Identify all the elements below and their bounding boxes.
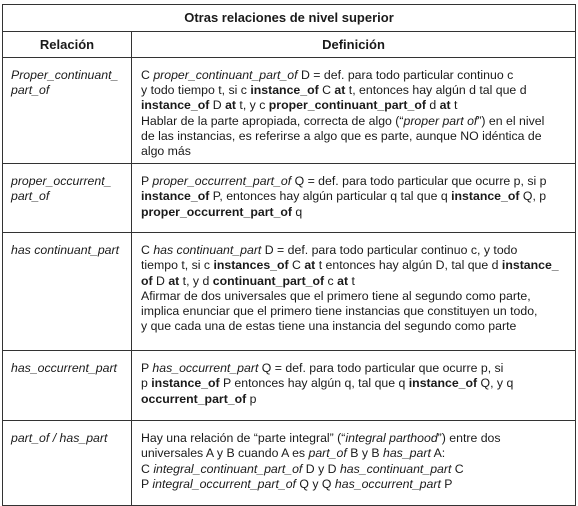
definition-cell bbox=[132, 58, 576, 164]
bold-term: continuant_part_of bbox=[212, 273, 325, 288]
relation-cell bbox=[3, 58, 132, 164]
bold-term: instance_of bbox=[451, 189, 520, 204]
italic-term: has_continuant_part bbox=[339, 461, 452, 476]
table-row bbox=[3, 351, 576, 421]
italic-term: proper_occurrent_part_of bbox=[152, 174, 292, 189]
definition-text: A: bbox=[430, 446, 446, 461]
definition-text: D bbox=[209, 98, 226, 113]
definition-text: y que cada una de estas tiene una instancia del segundo como parte bbox=[141, 319, 517, 334]
table-title-row bbox=[3, 5, 576, 32]
definition-line bbox=[141, 376, 569, 391]
definition-text: C bbox=[141, 243, 154, 258]
bold-term: of bbox=[141, 273, 153, 288]
definition-text: t bbox=[450, 98, 458, 113]
definition-text: q bbox=[292, 204, 303, 219]
italic-term: has_part bbox=[383, 446, 431, 461]
definition-line bbox=[141, 205, 569, 220]
definition-text: C bbox=[288, 258, 305, 273]
definition-text: t, y c bbox=[236, 98, 269, 113]
bold-term: occurrent_part_of bbox=[141, 391, 247, 406]
definition-text: P bbox=[440, 476, 453, 491]
definition-text: d bbox=[425, 98, 440, 113]
bold-term: instance_of bbox=[151, 376, 220, 391]
italic-term: integral_continuant_part_of bbox=[153, 461, 303, 476]
definition-text: ”) entre dos bbox=[437, 431, 501, 446]
definition-text: P bbox=[141, 476, 153, 491]
definition-text: Q, p bbox=[519, 189, 547, 204]
italic-term: part_of bbox=[308, 446, 347, 461]
definition-cell bbox=[132, 351, 576, 421]
table-row bbox=[3, 233, 576, 351]
definition-text: Q, y q bbox=[477, 376, 514, 391]
definition-text: C bbox=[318, 83, 335, 98]
column-header-relation: Relación bbox=[3, 32, 132, 58]
italic-term: integral_occurrent_part_of bbox=[152, 476, 296, 491]
relation-cell bbox=[3, 233, 132, 351]
definition-line bbox=[141, 477, 569, 492]
relations-table bbox=[2, 4, 576, 506]
definition-text: de las instancias, es referirse a algo que es parte, aunque NO idéntica de bbox=[141, 128, 542, 143]
italic-term: proper_continuant_part_of bbox=[153, 68, 298, 82]
definition-text: Q = def. para todo particular que ocurre p, si bbox=[258, 361, 504, 376]
definition-line bbox=[141, 144, 569, 159]
definition-text: algo más bbox=[141, 144, 191, 159]
definition-text: P bbox=[141, 174, 153, 189]
bold-term: proper_occurrent_part_of bbox=[141, 204, 293, 219]
definition-text: D = def. para todo particular continuo c bbox=[297, 68, 514, 82]
definition-cell bbox=[132, 421, 576, 506]
definition-text: p bbox=[141, 376, 152, 391]
relation-label: part_of bbox=[11, 83, 50, 98]
definition-text: B y B bbox=[346, 446, 383, 461]
bold-term: at bbox=[168, 273, 180, 288]
definition-text: p bbox=[246, 391, 257, 406]
table-title: Otras relaciones de nivel superior bbox=[3, 5, 576, 32]
definition-line bbox=[141, 174, 569, 189]
relation-label: Proper_continuant_ bbox=[11, 68, 119, 82]
bold-term: instance_of bbox=[408, 376, 478, 391]
definition-text: Afirmar de dos universales que el primero tiene al segundo como parte, bbox=[141, 288, 531, 303]
bold-term: instance_of bbox=[141, 98, 210, 113]
bold-term: at bbox=[334, 83, 346, 98]
bold-term: instance_of bbox=[141, 189, 210, 204]
definition-line bbox=[141, 114, 569, 129]
definition-line bbox=[141, 289, 569, 304]
definition-text: implica enunciar que el primero tiene instancias que constituyen un todo, bbox=[141, 304, 538, 319]
definition-line bbox=[141, 431, 569, 446]
bold-term: instance_of bbox=[250, 83, 319, 98]
definition-text: t entonces hay algún D, tal que d bbox=[315, 258, 502, 273]
definition-cell bbox=[132, 164, 576, 233]
table-row bbox=[3, 58, 576, 164]
definition-line bbox=[141, 446, 569, 461]
relation-label: proper_occurrent_ bbox=[11, 174, 112, 189]
definition-line bbox=[141, 392, 569, 407]
definition-text: D y D bbox=[302, 461, 340, 476]
relation-cell bbox=[3, 164, 132, 233]
definition-text: D bbox=[152, 273, 169, 288]
definition-line bbox=[141, 319, 569, 334]
definition-text: t, y d bbox=[179, 273, 213, 288]
definition-line bbox=[141, 304, 569, 319]
definition-text: P entonces hay algún q, tal que q bbox=[219, 376, 409, 391]
bold-term: instances_of bbox=[213, 258, 289, 273]
relation-cell bbox=[3, 351, 132, 421]
bold-term: at bbox=[439, 98, 451, 113]
definition-text: Hablar de la parte apropiada, correcta de algo (“ bbox=[141, 113, 404, 128]
definition-text: Q = def. para todo particular que ocurre p, si p bbox=[291, 174, 547, 189]
definition-text: t bbox=[348, 273, 355, 288]
definition-line bbox=[141, 98, 569, 113]
definition-line bbox=[141, 129, 569, 144]
definition-line bbox=[141, 68, 569, 83]
definition-text: P, entonces hay algún particular q tal que q bbox=[209, 189, 452, 204]
relation-label: has continuant_part bbox=[11, 243, 120, 258]
bold-term: proper_continuant_part_of bbox=[268, 98, 426, 113]
definition-text: P bbox=[141, 361, 153, 376]
italic-term: proper part of bbox=[403, 113, 478, 128]
definition-text: D = def. para todo particular continuo c, y todo bbox=[261, 243, 518, 258]
relation-cell bbox=[3, 421, 132, 506]
definition-line bbox=[141, 361, 569, 376]
definition-line bbox=[141, 189, 569, 204]
table-row bbox=[3, 421, 576, 506]
italic-term: has_occurrent_part bbox=[152, 361, 259, 376]
definition-line bbox=[141, 274, 569, 289]
italic-term: has continuant_part bbox=[153, 243, 262, 258]
definition-text: Hay una relación de “parte integral” (“ bbox=[141, 431, 346, 446]
definition-text: y todo tiempo t, si c bbox=[141, 83, 251, 98]
bold-term: instance_ bbox=[501, 258, 559, 273]
definition-text: universales A y B cuando A es bbox=[141, 446, 309, 461]
definition-line bbox=[141, 243, 569, 258]
italic-term: integral parthood bbox=[345, 431, 438, 446]
definition-text: C bbox=[141, 68, 154, 82]
relation-label: part_of bbox=[11, 189, 50, 204]
definition-text: ”) en el nivel bbox=[477, 113, 545, 128]
definition-text: C bbox=[141, 461, 154, 476]
bold-term: at bbox=[225, 98, 236, 113]
definition-text: C bbox=[451, 461, 464, 476]
definition-line bbox=[141, 462, 569, 477]
definition-text: Q y Q bbox=[295, 476, 335, 491]
definition-cell bbox=[132, 233, 576, 351]
italic-term: has_occurrent_part bbox=[334, 476, 441, 491]
bold-term: at bbox=[337, 273, 349, 288]
definition-line bbox=[141, 258, 569, 273]
definition-text: c bbox=[324, 273, 338, 288]
relation-label: has_occurrent_part bbox=[11, 361, 117, 376]
table-header-row bbox=[3, 32, 576, 58]
definition-text: t, entonces hay algún d tal que d bbox=[345, 83, 527, 98]
column-header-definition: Definición bbox=[132, 32, 576, 58]
relation-label: part_of / has_part bbox=[11, 431, 108, 446]
definition-line bbox=[141, 83, 569, 98]
bold-term: at bbox=[304, 258, 316, 273]
definition-text: tiempo t, si c bbox=[141, 258, 214, 273]
table-row bbox=[3, 164, 576, 233]
